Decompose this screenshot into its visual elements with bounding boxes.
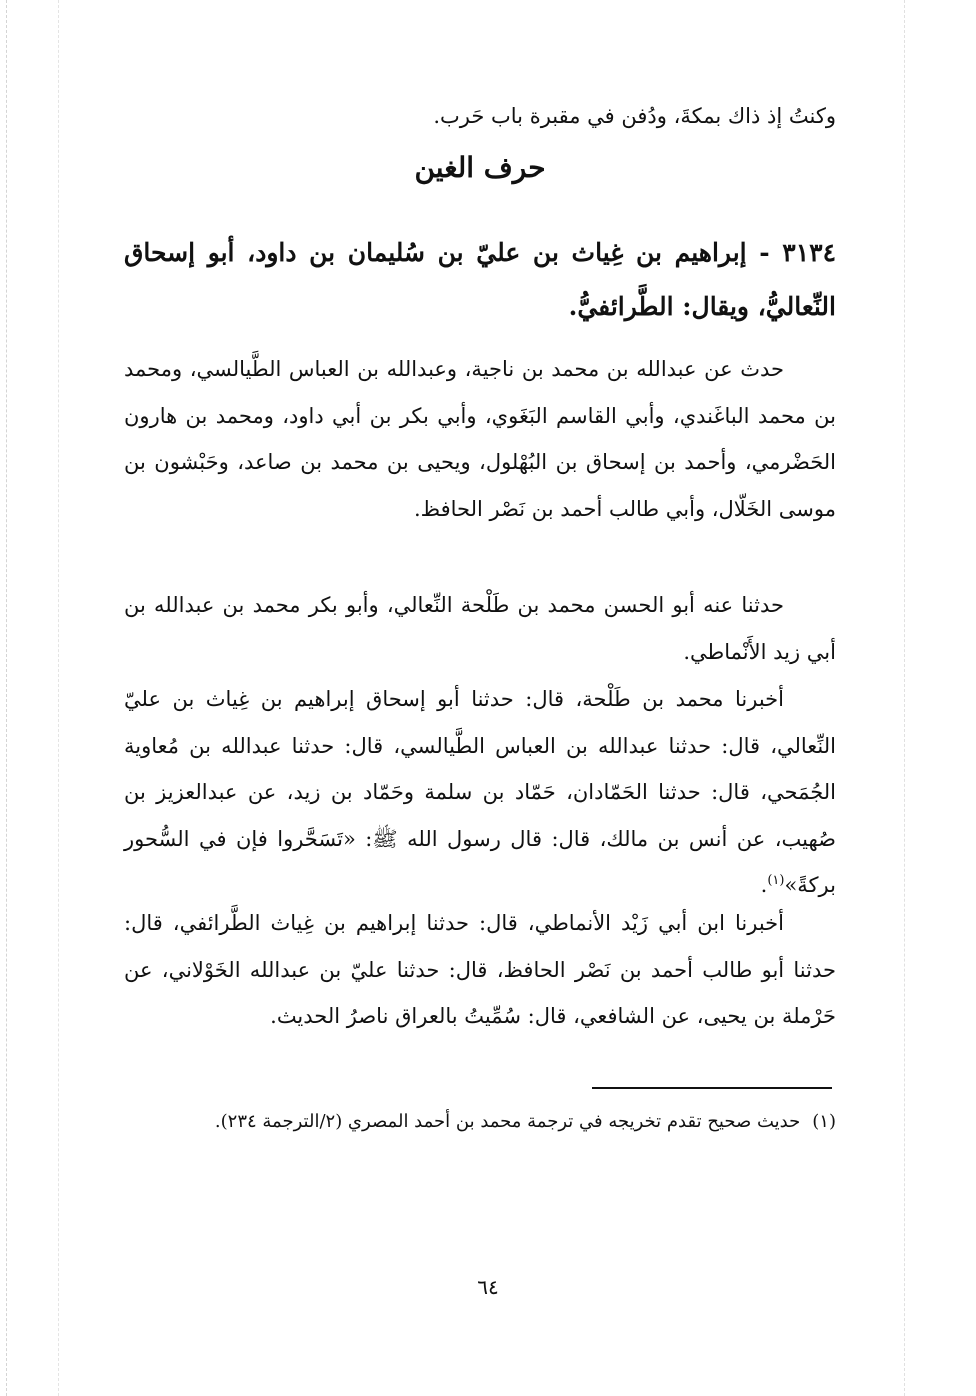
paragraph-text: حدث عن عبدالله بن محمد بن ناجية، وعبدالله بن العباس الطَّيالسي، ومحمد بن محمد الباغَندي، وأبي القاسم البَغَوي، وأبي بكر بن أبي داود، ومحمد بن هارون الحَضْرمي، وأحمد بن إسحاق بن البُهْلول، ويحيى بن محمد بن صاعد، وحَبْشون بن موسى الخَلّال، وأبي طالب أحمد بن نَصْر الحافظ. — [124, 357, 836, 521]
footnote-number: (١) — [812, 1111, 836, 1132]
section-heading: حرف الغين — [414, 151, 546, 184]
footnote — [124, 1104, 836, 1140]
entry-title: ٣١٣٤ - إبراهيم بن غِياث بن عليّ بن سُليمان بن داود، أبو إسحاق النِّعاليُّ، ويقال: الطَّرائفيُّ. — [124, 238, 836, 321]
paragraph-text: أخبرنا محمد بن طَلْحة، قال: حدثنا أبو إسحاق إبراهيم بن غِياث بن عليّ النِّعالي، قال: حدثنا عبدالله بن العباس الطَّيالسي، قال: حدثنا عبدالله بن مُعاوية الجُمَحي، قال: حدثنا الحَمّادان، حَمّاد بن سلمة وحَمّاد بن زيد، عن عبدالعزيز بن صُهيب، عن أنس بن مالك، قال: قال رسول الله ﷺ: «تَسَحَّروا فإن في السُّحور بركةً» — [124, 687, 836, 897]
paragraph-hadith — [124, 676, 836, 909]
paragraph-shafii-report — [124, 900, 836, 1040]
scan-guide-line — [58, 0, 59, 1396]
page-number: ٦٤ — [477, 1275, 499, 1299]
footnote-marker: (١) — [767, 873, 785, 888]
scan-guide-line — [904, 0, 905, 1396]
previous-entry-closing-line: وكنتُ إذ ذاك بمكةَ، ودُفن في مقبرة باب حَرب. — [433, 104, 836, 128]
paragraph-text: حدثنا عنه أبو الحسن محمد بن طَلْحة النِّعالي، وأبو بكر محمد بن عبدالله بن أبي زيد الأَنْماطي. — [124, 593, 836, 664]
paragraph-text: أخبرنا ابن أبي زَيْد الأنماطي، قال: حدثنا إبراهيم بن غِياث الطَّرائفي، قال: حدثنا أبو طالب أحمد بن نَصْر الحافظ، قال: حدثنا عليّ بن عبدالله الخَوْلاني، عن حَرْملة بن يحيى، عن الشافعي، قال: سُمِّيتُ بالعراق ناصرُ الحديث. — [124, 911, 836, 1028]
footnote-separator — [592, 1087, 832, 1089]
scan-guide-line — [6, 0, 7, 1396]
footnote-text: حديث صحيح تقدم تخريجه في ترجمة محمد بن أحمد المصري (٢/الترجمة ٢٣٤). — [214, 1111, 801, 1132]
paragraph-students — [124, 582, 836, 675]
sentence-end: . — [760, 873, 768, 897]
paragraph-narrators — [124, 346, 836, 532]
